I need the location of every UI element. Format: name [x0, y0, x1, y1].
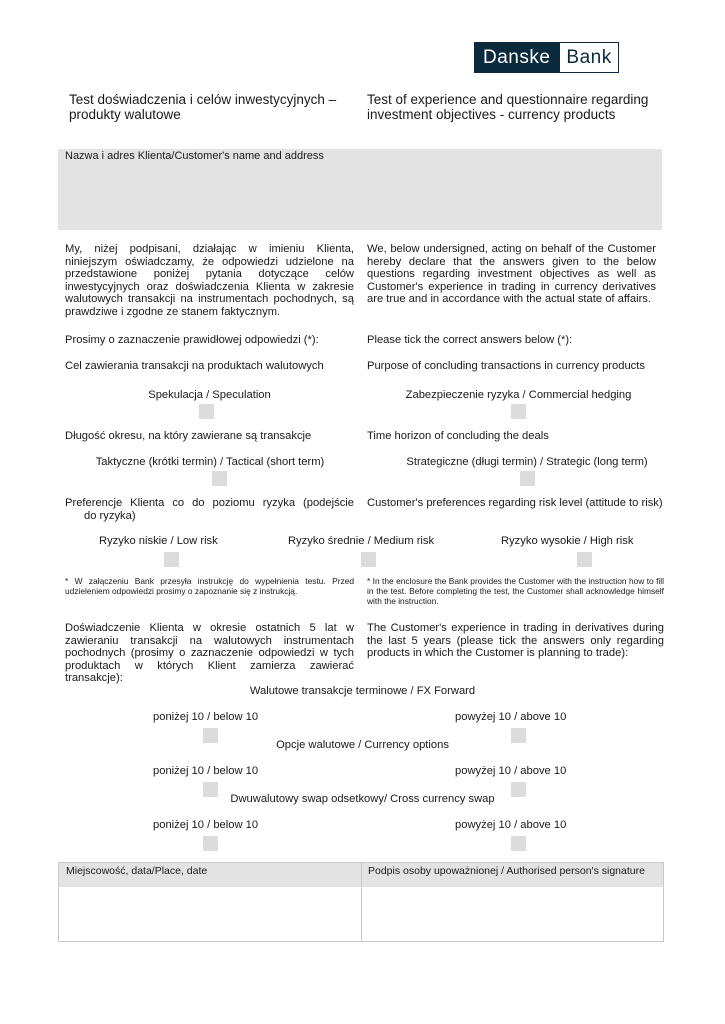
- checkbox-hedging[interactable]: [511, 404, 526, 419]
- cross-currency-swap-below-label: poniżej 10 / below 10: [153, 819, 259, 831]
- risk-question-en: Customer's preferences regarding risk level (attitude to risk): [367, 497, 663, 509]
- signature-table: [58, 862, 664, 942]
- title-pl: Test doświadczenia i celów inwestycyjnych – produkty walutowe: [69, 92, 337, 122]
- declaration-en: We, below undersigned, acting on behalf of the Customer hereby declare that the answers given to the below questions regarding investment objectives as well as Customer's experience in trading in currency derivatives are true and in accordance with the actual state of affairs.: [367, 243, 656, 306]
- option-speculation-label: Spekulacja / Speculation: [148, 389, 271, 401]
- logo-part-danske: Danske: [475, 43, 558, 72]
- experience-question-en: The Customer's experience in trading in derivatives during the last 5 years (please tick the answers only regarding products in which the Customer is planning to trade):: [367, 622, 664, 660]
- option-medium-risk-label: Ryzyko średnie / Medium risk: [288, 535, 435, 547]
- risk-question-pl: [65, 497, 354, 522]
- product-currency-options-label: Opcje walutowe / Currency options: [276, 739, 449, 751]
- currency-options-above-label: powyżej 10 / above 10: [455, 765, 567, 777]
- checkbox-tactical[interactable]: [212, 471, 227, 486]
- checkbox-high-risk[interactable]: [577, 552, 592, 567]
- place-date-label: Miejscowość, data/Place, date: [59, 863, 361, 887]
- option-tactical-label: Taktyczne (krótki termin) / Tactical (short term): [95, 456, 325, 468]
- checkbox-cross-currency-swap-below[interactable]: [203, 836, 218, 851]
- title-en: Test of experience and questionnaire regarding investment objectives - currency products: [367, 92, 649, 122]
- currency-options-below-label: poniżej 10 / below 10: [153, 765, 259, 777]
- checkbox-cross-currency-swap-above[interactable]: [511, 836, 526, 851]
- client-name-address-field[interactable]: [58, 149, 662, 230]
- product-cross-currency-swap-label: Dwuwalutowy swap odsetkowy/ Cross currency swap: [230, 793, 495, 805]
- place-date-field[interactable]: [59, 887, 361, 941]
- product-fx-forward-label: Walutowe transakcje terminowe / FX Forward: [249, 685, 476, 697]
- fx-forward-below-label: poniżej 10 / below 10: [153, 711, 259, 723]
- checkbox-medium-risk[interactable]: [361, 552, 376, 567]
- checkbox-low-risk[interactable]: [164, 552, 179, 567]
- purpose-question-pl: Cel zawierania transakcji na produktach walutowych: [65, 360, 324, 372]
- experience-question-pl: Doświadczenie Klienta w okresie ostatnich 5 lat w zawieraniu transakcji na walutowych instrumentach pochodnych (prosimy o zaznaczenie odpowiedzi w tych produktach w których Klient zamierza zawierać transakcje):: [65, 622, 354, 685]
- declaration-pl: My, niżej podpisani, działając w imieniu Klienta, niniejszym oświadczamy, że odpowiedzi udzielone na przedstawione poniżej pytania dotyczące celów inwestycyjnych oraz doświadczenia Klienta w zakresie walutowych transakcji na instrumentach pochodnych, są prawdziwe i zgodne ze stanem faktycznym.: [65, 243, 354, 318]
- option-high-risk-label: Ryzyko wysokie / High risk: [501, 535, 634, 547]
- checkbox-speculation[interactable]: [199, 404, 214, 419]
- tick-instruction-en: Please tick the correct answers below (*):: [367, 334, 573, 346]
- risk-question-pl-line2: do ryzyka): [84, 509, 136, 522]
- checkbox-strategic[interactable]: [520, 471, 535, 486]
- cross-currency-swap-above-label: powyżej 10 / above 10: [455, 819, 567, 831]
- signature-field[interactable]: [362, 887, 663, 941]
- footnote-en: * In the enclosure the Bank provides the Customer with the instruction how to fill in the test. Before completing the test, the Customer shall acknowledge himself with the instruction.: [367, 576, 664, 606]
- option-hedging-label: Zabezpieczenie ryzyka / Commercial hedging: [405, 389, 632, 401]
- purpose-question-en: Purpose of concluding transactions in currency products: [367, 360, 645, 372]
- option-strategic-label: Strategiczne (długi termin) / Strategic (long term): [406, 456, 648, 468]
- risk-question-pl-line1: Preferencje Klienta co do poziomu ryzyka (podejście: [65, 497, 354, 509]
- option-low-risk-label: Ryzyko niskie / Low risk: [99, 535, 218, 547]
- horizon-question-en: Time horizon of concluding the deals: [367, 430, 549, 442]
- footnote-pl: * W załączeniu Bank przesyła instrukcję do wypełnienia testu. Przed udzieleniem odpowiedzi prosimy o zapoznanie się z instrukcją.: [65, 576, 354, 596]
- client-box-label: Nazwa i adres Klienta/Customer's name and address: [65, 150, 324, 162]
- danske-bank-logo: [474, 42, 619, 73]
- tick-instruction-pl: Prosimy o zaznaczenie prawidłowej odpowiedzi (*):: [65, 334, 319, 346]
- fx-forward-above-label: powyżej 10 / above 10: [455, 711, 567, 723]
- signature-label: Podpis osoby upoważnionej / Authorised person's signature: [362, 863, 663, 887]
- horizon-question-pl: Długość okresu, na który zawierane są transakcje: [65, 430, 312, 442]
- logo-part-bank: Bank: [558, 43, 617, 72]
